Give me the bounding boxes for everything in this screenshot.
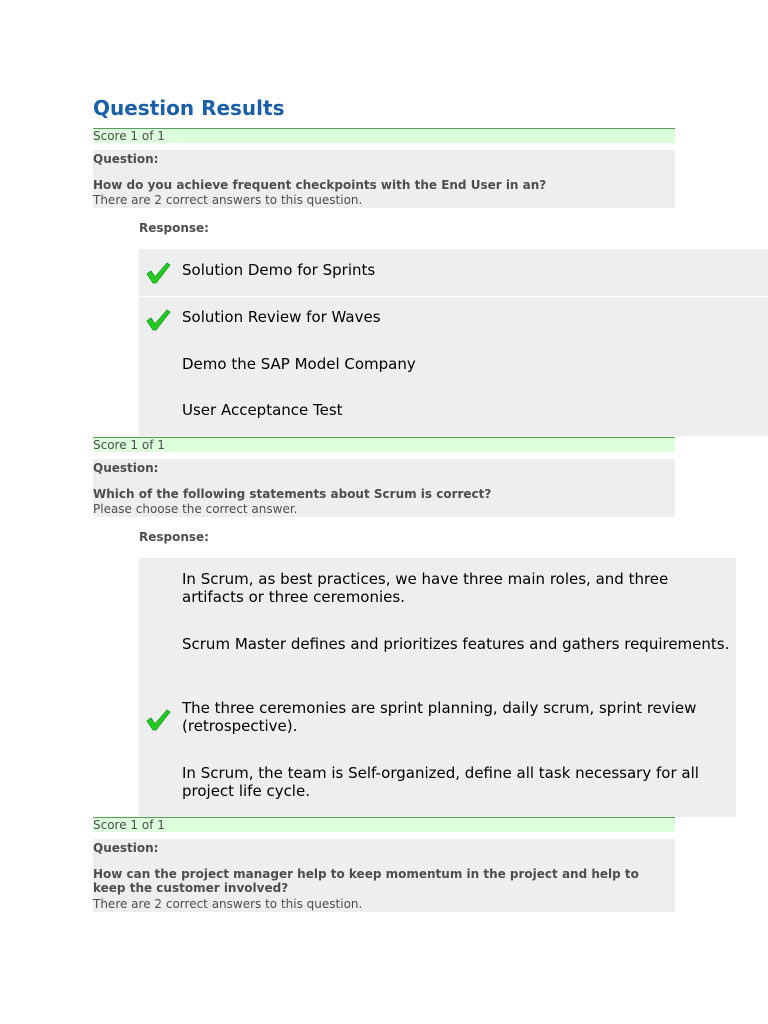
- score-bar: Score 1 of 1: [93, 437, 675, 452]
- answer-option: [139, 390, 768, 436]
- answer-text: Demo the SAP Model Company: [182, 355, 416, 373]
- question-text: How do you achieve frequent checkpoints with the End User in an?: [93, 178, 547, 192]
- check-icon: [145, 261, 171, 285]
- question-box: [93, 150, 675, 208]
- question-box: [93, 839, 675, 912]
- question-box: [93, 459, 675, 517]
- page-title: Question Results: [93, 96, 285, 120]
- response-label: Response:: [139, 221, 209, 235]
- question-instruction: There are 2 correct answers to this question.: [93, 193, 363, 207]
- check-icon: [145, 708, 171, 732]
- question-text: Which of the following statements about Scrum is correct?: [93, 487, 492, 501]
- response-label: Response:: [139, 530, 209, 544]
- answer-option: [139, 296, 768, 343]
- question-text: How can the project manager help to keep momentum in the project and help to keep the customer involved?: [93, 867, 639, 895]
- answer-list: [139, 558, 736, 817]
- score-bar: Score 1 of 1: [93, 817, 675, 832]
- question-label: Question:: [93, 841, 159, 855]
- answer-text: Solution Review for Waves: [182, 308, 381, 326]
- question-label: Question:: [93, 461, 159, 475]
- answer-option: [139, 249, 768, 296]
- answer-text: The three ceremonies are sprint planning, daily scrum, sprint review (retrospective).: [182, 699, 697, 735]
- check-icon: [145, 308, 171, 332]
- question-instruction: Please choose the correct answer.: [93, 502, 298, 516]
- answer-text: Solution Demo for Sprints: [182, 261, 376, 279]
- question-label: Question:: [93, 152, 159, 166]
- answer-text: In Scrum, the team is Self-organized, define all task necessary for all project life cycle.: [182, 764, 699, 800]
- answer-text: Scrum Master defines and prioritizes features and gathers requirements.: [182, 635, 730, 653]
- score-bar: Score 1 of 1: [93, 128, 675, 143]
- question-instruction: There are 2 correct answers to this question.: [93, 897, 363, 911]
- answer-option: [139, 343, 768, 390]
- answer-text: User Acceptance Test: [182, 401, 343, 419]
- answer-text: In Scrum, as best practices, we have three main roles, and three artifacts or three ceremonies.: [182, 570, 669, 606]
